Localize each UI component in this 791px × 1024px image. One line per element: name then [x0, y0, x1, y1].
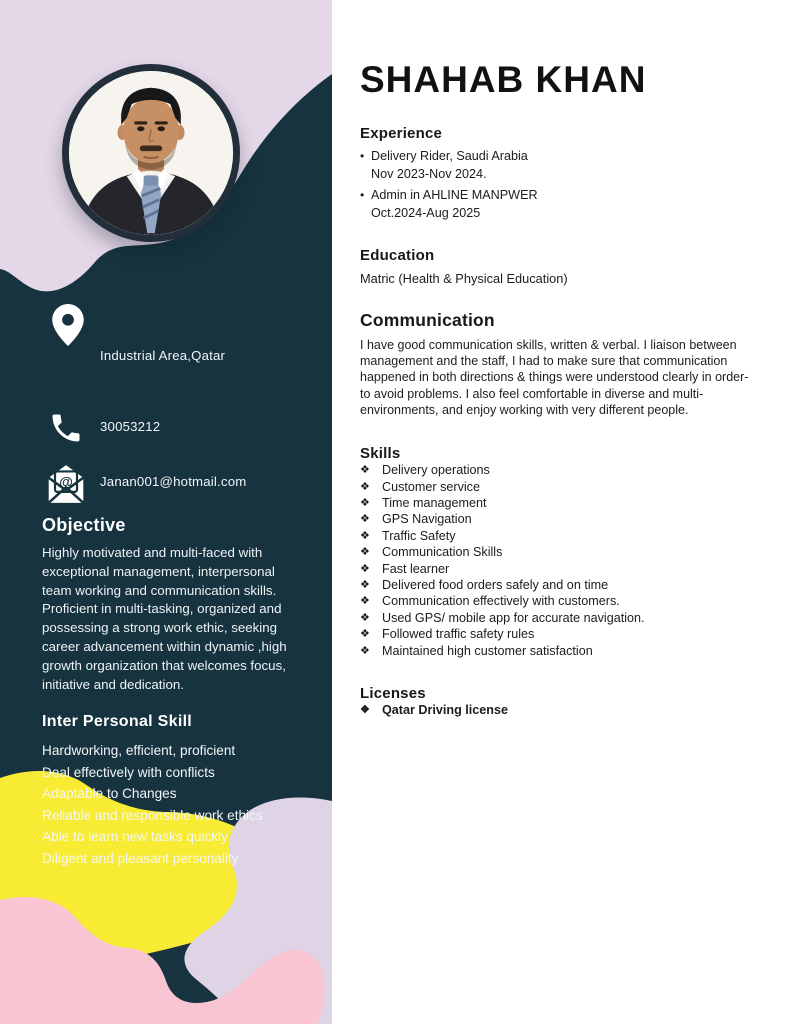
diamond-bullet-icon: ❖	[360, 704, 370, 717]
skill-label: Delivery operations	[382, 463, 490, 478]
achievement-item	[360, 577, 753, 593]
license-item	[360, 702, 753, 718]
diamond-bullet-icon: ❖	[360, 562, 370, 575]
achievement-item	[360, 593, 753, 609]
experience-entry	[360, 186, 753, 222]
skill-item	[360, 511, 753, 527]
interpersonal-item: Diligent and pleasant personality	[42, 850, 239, 866]
diamond-bullet-icon: ❖	[360, 628, 370, 641]
experience-entry	[360, 147, 753, 183]
contact-location: Industrial Area,Qatar	[100, 348, 226, 363]
achievement-item	[360, 610, 753, 626]
dot-bullet-icon: •	[360, 187, 365, 202]
main-content	[332, 0, 791, 1024]
interpersonal-item: Deal effectively with conflicts	[42, 764, 215, 780]
skill-label: Time management	[382, 495, 487, 510]
interpersonal-item: Hardworking, efficient, proficient	[42, 743, 236, 758]
diamond-bullet-icon: ❖	[360, 644, 370, 657]
objective-text: Highly motivated and multi-faced with exceptional management, interpersonal team working and communication skills. Proficient in multi-tasking, organized and possessing a strong work ethic, seeking career advancement within dynamic ,high growth organization that welcomes focus, initiative and dedication.	[42, 545, 287, 692]
experience-section	[360, 125, 753, 222]
interpersonal-skill-section	[42, 713, 320, 870]
objective-section	[42, 515, 300, 694]
email-envelope-icon	[44, 462, 88, 506]
dot-bullet-icon: •	[360, 148, 365, 163]
education-title: Education	[360, 246, 435, 264]
phone-icon	[48, 410, 84, 446]
achievement-label: Delivered food orders safely and on time	[382, 578, 609, 593]
achievement-label: Communication effectively with customers.	[382, 594, 620, 609]
license-label: Qatar Driving license	[382, 703, 508, 718]
interpersonal-item: Reliable and responsible work ethics	[42, 807, 263, 823]
location-pin-icon	[52, 304, 84, 346]
skill-item	[360, 528, 753, 544]
experience-role: Delivery Rider, Saudi Arabia	[371, 148, 528, 163]
diamond-bullet-icon: ❖	[360, 595, 370, 608]
education-detail: Matric (Health & Physical Education)	[360, 270, 568, 286]
achievement-label: Used GPS/ mobile app for accurate navigation.	[382, 610, 645, 625]
contact-section	[0, 0, 332, 1024]
skills-section	[360, 445, 753, 659]
skills-list	[360, 462, 753, 577]
diamond-bullet-icon: ❖	[360, 513, 370, 526]
experience-title: Experience	[360, 124, 443, 142]
diamond-bullet-icon: ❖	[360, 480, 370, 493]
diamond-bullet-icon: ❖	[360, 496, 370, 509]
skill-label: Traffic Safety	[382, 528, 456, 543]
skill-item	[360, 462, 753, 478]
diamond-bullet-icon: ❖	[360, 611, 370, 624]
skill-item	[360, 479, 753, 495]
skill-label: GPS Navigation	[382, 512, 472, 527]
experience-dates: Oct.2024-Aug 2025	[371, 205, 481, 220]
interpersonal-item: Adaptable to Changes	[42, 786, 177, 802]
license-list	[360, 702, 753, 718]
skill-item	[360, 544, 753, 560]
education-section	[360, 247, 753, 286]
licenses-title: Licenses	[360, 685, 426, 703]
achievements-list	[360, 577, 753, 659]
skills-title: Skills	[360, 445, 401, 463]
sidebar	[0, 0, 332, 1024]
achievement-item	[360, 643, 753, 659]
communication-title: Communication	[360, 309, 495, 330]
skill-item	[360, 495, 753, 511]
page-title: SHAHAB KHAN	[360, 59, 647, 100]
skill-label: Communication Skills	[382, 545, 503, 560]
diamond-bullet-icon: ❖	[360, 579, 370, 592]
diamond-bullet-icon: ❖	[360, 464, 370, 477]
diamond-bullet-icon: ❖	[360, 529, 370, 542]
interpersonal-title: Inter Personal Skill	[42, 713, 193, 730]
svg-text:@: @	[59, 473, 73, 490]
achievement-label: Followed traffic safety rules	[382, 627, 535, 642]
skill-item	[360, 561, 753, 577]
skill-label: Customer service	[382, 479, 480, 494]
communication-section	[360, 310, 753, 418]
interpersonal-item: Able to learn new tasks quickly	[42, 829, 228, 845]
communication-text: I have good communication skills, written & verbal. I liaison between management and the staff, I had to make sure that communication happened in both directions & things were understood clearly in order-to avoid problems. I also feel comfortable in diverse and multi-environments, and enjoy working with very different people.	[360, 337, 749, 417]
objective-title: Objective	[42, 515, 126, 535]
skill-label: Fast learner	[382, 561, 450, 576]
achievement-label: Maintained high customer satisfaction	[382, 643, 593, 658]
achievement-item	[360, 626, 753, 642]
contact-email: Janan001@hotmail.com	[100, 474, 247, 489]
contact-phone: 30053212	[100, 419, 161, 434]
experience-dates: Nov 2023-Nov 2024.	[371, 166, 487, 181]
experience-role: Admin in AHLINE MANPWER	[371, 187, 538, 202]
licenses-section	[360, 685, 753, 718]
diamond-bullet-icon: ❖	[360, 546, 370, 559]
